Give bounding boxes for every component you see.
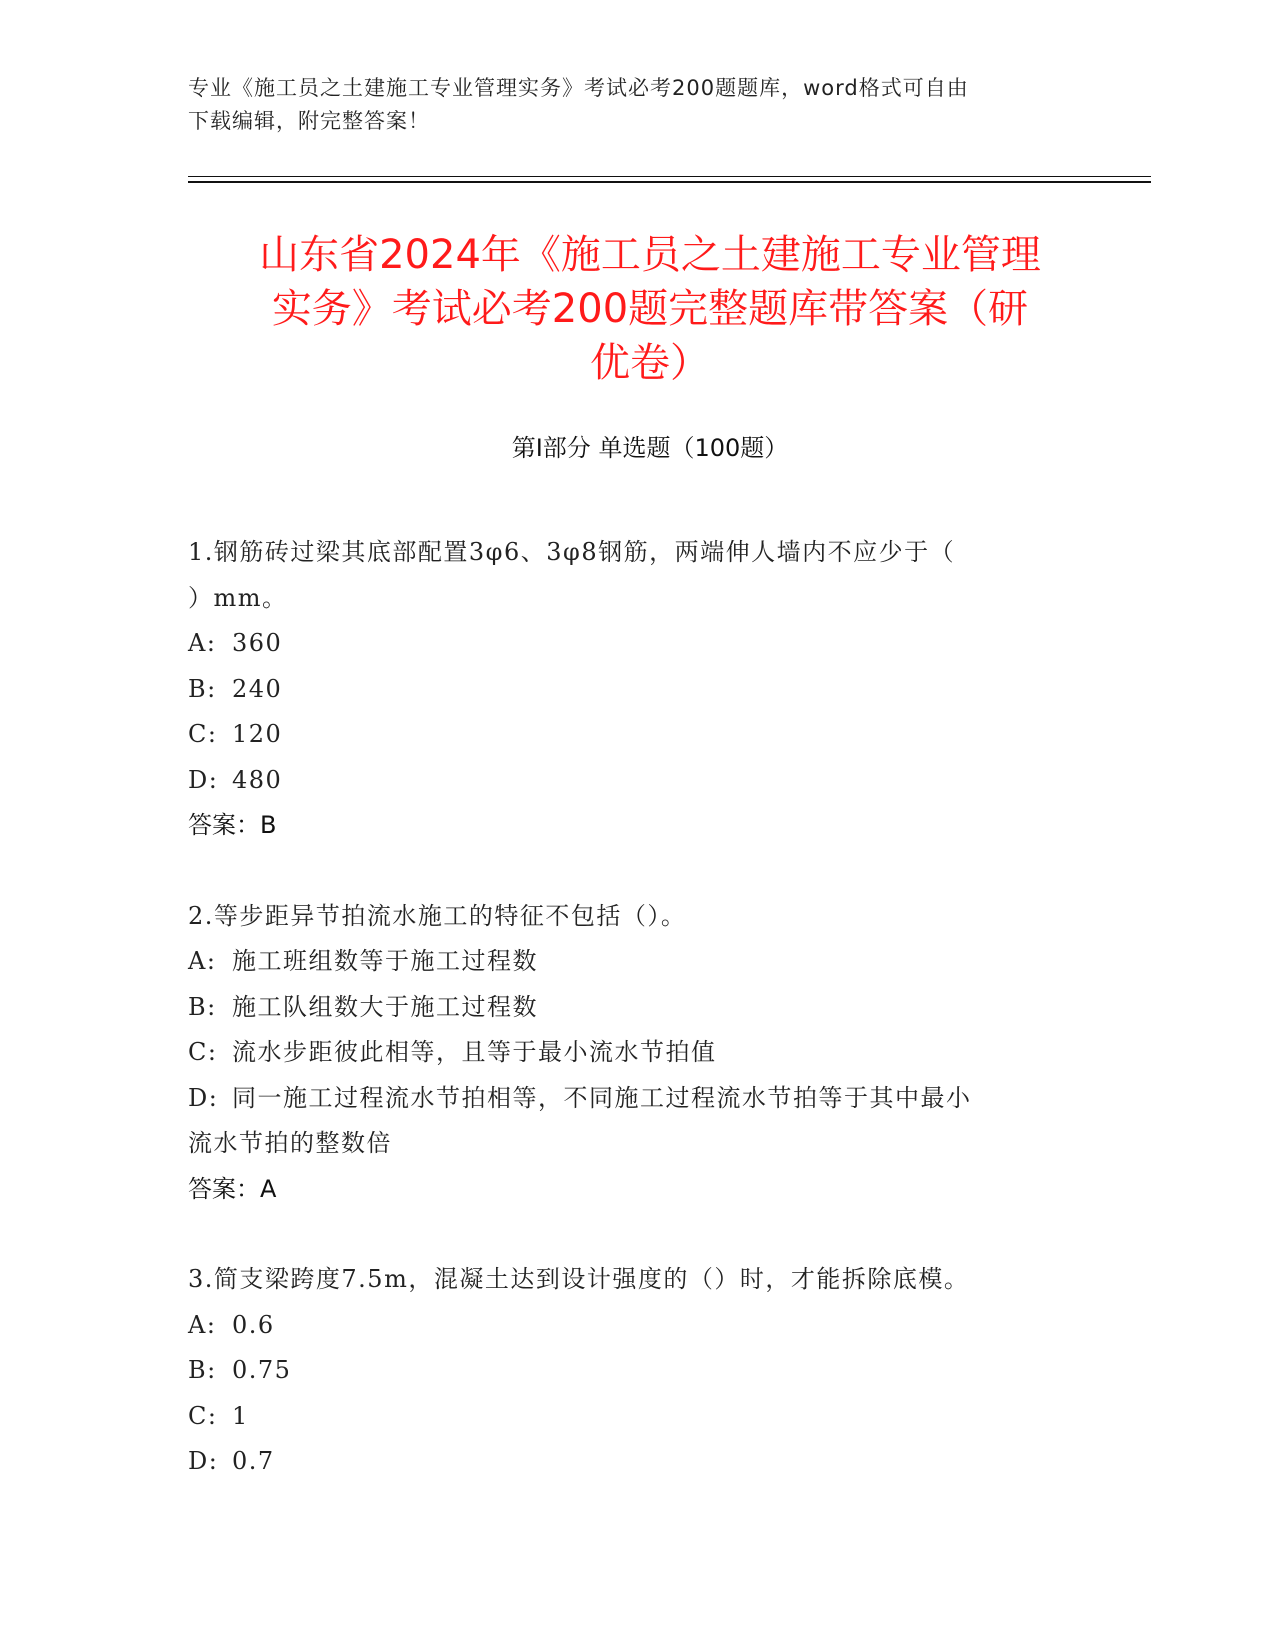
- option-text: 流水步距彼此相等，且等于最小流水节拍值: [232, 1038, 717, 1066]
- document-title-line-1: 山东省2024年《施工员之土建施工专业管理: [259, 232, 1041, 278]
- option-label: A:: [188, 1310, 217, 1339]
- question-2-option-d-continued: 流水节拍的整数倍: [188, 1129, 392, 1157]
- option-text: 360: [232, 629, 283, 657]
- question-3-stem-line-1: 3.简支梁跨度7.5m，混凝土达到设计强度的（）时，才能拆除底模。: [188, 1265, 970, 1293]
- question-2-option-c: [188, 1030, 1088, 1076]
- header-note-line-1: 专业《施工员之土建施工专业管理实务》考试必考200题题库，word格式可自由: [188, 76, 969, 100]
- document-title-line-3: 优卷）: [590, 340, 710, 386]
- question-1-option-b: [188, 667, 1088, 713]
- question-2: [188, 894, 1088, 1213]
- question-1-option-c: [188, 712, 1088, 758]
- option-label: A:: [188, 629, 217, 657]
- option-text: 0.75: [232, 1356, 292, 1384]
- option-label: A:: [188, 947, 217, 975]
- question-1: [188, 530, 1088, 849]
- option-text: 0.6: [232, 1310, 275, 1339]
- option-text: 同一施工过程流水节拍相等，不同施工过程流水节拍等于其中最小: [232, 1083, 972, 1112]
- header-divider-thin: [188, 176, 1151, 177]
- option-label: B:: [188, 992, 217, 1021]
- question-3-option-a: [188, 1303, 1088, 1349]
- option-text: 施工班组数等于施工过程数: [232, 947, 538, 975]
- option-label: B:: [188, 674, 217, 703]
- question-2-option-b: [188, 985, 1088, 1031]
- option-text: 480: [232, 765, 283, 794]
- question-1-stem-line-2: ）mm。: [188, 583, 288, 612]
- question-2-option-d: [188, 1076, 1088, 1122]
- option-label: C:: [188, 1401, 218, 1430]
- option-label: D:: [188, 765, 219, 794]
- header-note-line-2: 下载编辑，附完整答案！: [188, 109, 430, 133]
- document-title: [150, 228, 1150, 390]
- question-2-option-a: [188, 939, 1088, 985]
- question-1-option-d: [188, 758, 1088, 804]
- question-3-option-d: [188, 1439, 1088, 1485]
- question-1-stem-line-1: 1.钢筋砖过梁其底部配置3φ6、3φ8钢筋，两端伸人墙内不应少于（: [188, 538, 956, 566]
- question-1-option-a: [188, 621, 1088, 667]
- header-divider-thick: [188, 181, 1151, 183]
- option-text: 240: [232, 674, 283, 703]
- question-2-stem-line-1: 2.等步距异节拍流水施工的特征不包括（）。: [188, 901, 687, 930]
- question-3-option-b: [188, 1348, 1088, 1394]
- question-3: [188, 1257, 1088, 1485]
- option-label: B:: [188, 1356, 217, 1384]
- option-text: 1: [232, 1401, 249, 1430]
- option-label: C:: [188, 1038, 218, 1066]
- option-text: 施工队组数大于施工过程数: [232, 992, 538, 1021]
- question-list: [188, 530, 1088, 1530]
- section-title: 第Ⅰ部分 单选题（100题）: [511, 434, 789, 462]
- question-1-answer: 答案：B: [188, 811, 277, 839]
- document-title-line-2: 实务》考试必考200题完整题库带答案（研: [271, 286, 1029, 332]
- question-2-answer: 答案：A: [188, 1174, 277, 1203]
- option-label: D:: [188, 1083, 219, 1112]
- option-text: 0.7: [232, 1447, 275, 1475]
- option-label: C:: [188, 720, 218, 748]
- option-label: D:: [188, 1447, 219, 1475]
- option-text: 120: [232, 720, 283, 748]
- header-note: [188, 72, 1088, 138]
- question-3-option-c: [188, 1394, 1088, 1440]
